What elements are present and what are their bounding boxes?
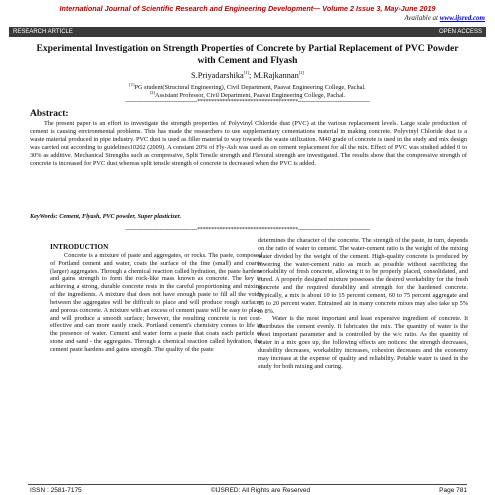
article-type-bar [9, 27, 486, 37]
journal-website-link[interactable]: www.ijsred.com [439, 14, 485, 22]
paper-title: Experimental Investigation on Strength Properties of Concrete by Partial Replacement of PVC Powder with Cement and Flyash [36, 43, 459, 66]
introduction-heading: INTRODUCTION [50, 242, 109, 251]
introduction-paragraph: Concrete is a mixture of paste and aggregates, or rocks. The paste, composed of Portland cement and water, coats the surface of the fine (small) and coarse (larger) aggregates. Through a chemical reaction called hydration, the paste hardens and gains strength to form the rock-like mass known as concrete. The key to achieving a strong, durable concrete rests in the careful proportioning and mixing of the ingredients. A mixture that does not have enough paste to fill all the voids between the aggregates will be difficult to place and will produce rough surfaces and porous concrete. A mixture with an excess of cement paste will be easy to place and will produce a smooth surface; however, the resulting concrete is not cost-effective and can more easily crack. Portland cement's chemistry comes to life in the presence of water. Cement and water form a paste that coats each particle of stone and sand - the aggregates. Through a chemical reaction called hydration, the cement paste hardens and gains strength. The quality of the paste [50, 251, 262, 353]
page-number: Page 781 [439, 487, 467, 494]
separator-top: ----------------------------------------************************************---------------------------------------- [125, 99, 370, 105]
availability-line [404, 14, 485, 22]
issn: ISSN : 2581-7175 [30, 487, 82, 494]
keywords: KeyWords: Cement, Flyash, PVC powder, Super plasticizer. [30, 213, 182, 220]
separator-bottom: ----------------------------------------************************************---------------------------------------- [125, 227, 370, 233]
right-column [258, 237, 468, 477]
page-footer [30, 487, 467, 494]
affiliation-2-ref: [2] [149, 90, 156, 95]
affiliation-2-text: Assistant Professor, Civil Department, Paavai Engineering College, Pachal. [155, 92, 346, 100]
abstract-text: The present paper is an effort to investigate the strength properties of Polyvinyl Chloride dust (PVC) at the various replacement levels. Large scale production of cement is causing environmental problems. This has made the researchers to use supplementary cementations material in making concrete. Polyvinyl Chloride dust is a waste material produced in pipe industry. PVC dust is used as filler material to way towards the waste utilization. M40 grade of concrete is used in the study and mix design was carried out according to guidelines10262 (2009). A constant 20% of Fly-Ash was used as on cement replacement for all the mix. Effect of PVC was studied added 0 to 30% as additive. Mechanical Strengths such as compressive, Split Tensile strength and Flexural strength are investigated. The results show that the compressive strength of concrete is increased for PVC dust whereas split tensile strength of concrete is decreased when the PVC is added. [30, 120, 467, 168]
right-paragraph-1: determines the character of the concrete. The strength of the paste, in turn, depends on the ratio of water to cement. The water-cement ratio is the weight of the mixing water divided by the weight of the cement. High-quality concrete is produced by lowering the water-cement ratio as much as possible without sacrificing the workability of fresh concrete, allowing it to be properly placed, consolidated, and cured. A properly designed mixture possesses the desired workability for the fresh concrete and the required durability and strength for the hardened concrete. Typically, a mix is about 10 to 15 percent cement, 60 to 75 percent aggregate and 15 to 20 percent water. Entrained air in many concrete mixes may also take up 5% to 8%. [258, 237, 468, 315]
author-1: S.Priyadarshika [190, 70, 244, 80]
author-1-ref: [1] [243, 70, 250, 75]
left-column [50, 237, 262, 477]
available-prefix: Available at [404, 14, 438, 22]
open-access-label: OPEN ACCESS [438, 29, 482, 35]
author-line: S.Priyadarshika[1]; M.Rajkannan[2] [190, 70, 305, 80]
rights-notice: ©IJSRED: All Rights are Reserved [210, 487, 311, 494]
right-paragraph-2: Water is the most important and least expensive ingredient of concrete. It distributes the cement evenly. It lubricates the mix. The quantity of water is the most important parameter and is controlled by the w/c ratio. As the quantity of water in a mix goes up, the following effects are notices: the strength decreases, durability decreases, workability increases, cohesion decreases and the economy may increase at the expense of quality and reliability. Potable water is used in the study for both mixing and curing. [258, 315, 468, 370]
journal-header: International Journal of Scientific Research and Engineering Development— Volume 2 Issue 3, May-June 2019 [59, 4, 436, 13]
footer-rule [28, 484, 467, 485]
author-2-ref: [2] [298, 70, 305, 75]
abstract-heading: Abstract: [30, 109, 69, 119]
affiliation-1-text: PG student(Structural Engineering), Civil Department, Paavai Engineering College, Pachal. [134, 84, 366, 92]
research-article-label: RESEARCH ARTICLE [13, 29, 73, 35]
affiliation-1-ref: [1] [129, 82, 135, 87]
affiliation-2 [0, 90, 495, 99]
author-2: M.Rajkannan [253, 70, 299, 80]
